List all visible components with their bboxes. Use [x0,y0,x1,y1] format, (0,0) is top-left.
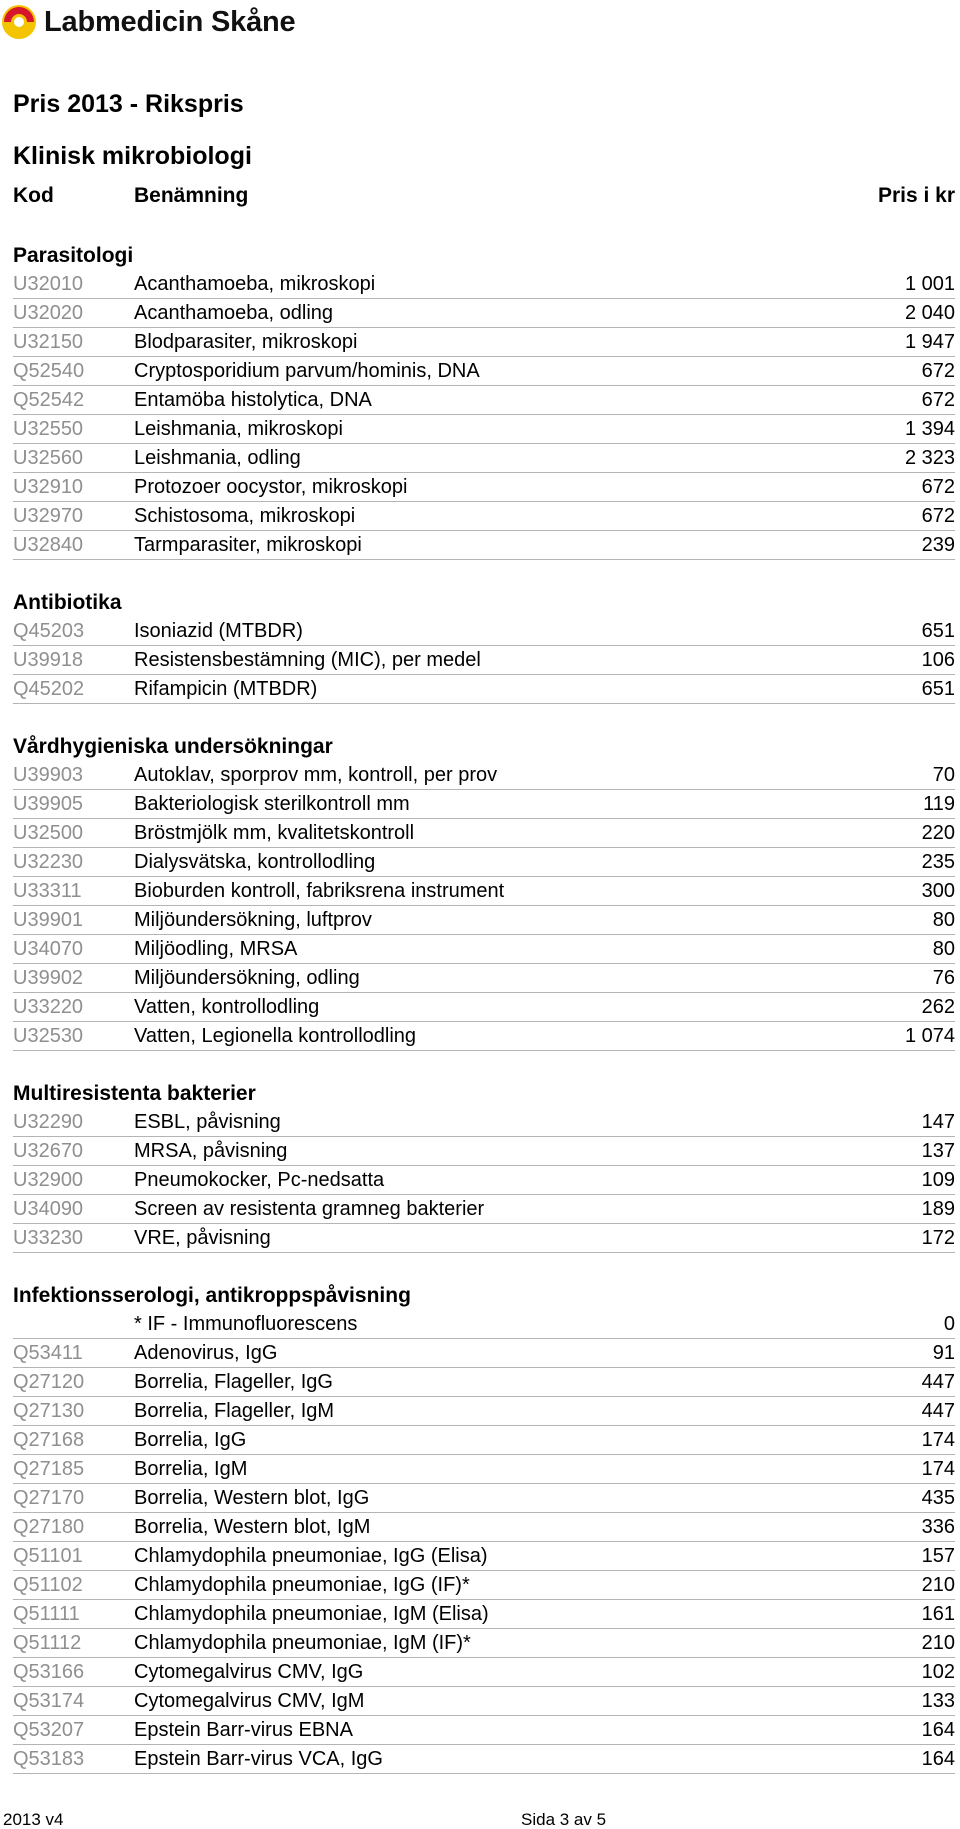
table-row [13,1108,955,1137]
code-cell: Q27130 [13,1400,85,1422]
code-cell: U39902 [13,967,84,989]
code-cell: U33220 [13,996,84,1018]
name-cell: Autoklav, sporprov mm, kontroll, per prov [134,764,498,786]
price-cell: 109 [921,1169,955,1191]
code-cell: U32150 [13,331,84,353]
price-cell: 0 [943,1313,955,1335]
name-cell: Acanthamoeba, mikroskopi [134,273,376,295]
name-cell: Isoniazid (MTBDR) [134,620,303,642]
table-row [13,1368,955,1397]
section-spacer [13,560,955,589]
code-cell: U33311 [13,880,82,902]
code-cell: Q53411 [13,1342,83,1364]
table-row [13,1195,955,1224]
code-cell: Q52542 [13,389,85,411]
section-title: Parasitologi [13,244,134,267]
code-cell: Q27120 [13,1371,85,1393]
price-cell: 1 947 [904,331,955,353]
section-title: Antibiotika [13,591,122,614]
price-cell: 157 [921,1545,955,1567]
code-cell: U32020 [13,302,84,324]
logo-text: Labmedicin Skåne [44,5,296,38]
price-cell: 2 040 [904,302,955,324]
code-cell: Q45202 [13,678,85,700]
table-row [13,790,955,819]
table-row [13,993,955,1022]
page-title: Pris 2013 - Rikspris [13,90,244,118]
price-cell: 1 394 [904,418,955,440]
name-cell: Vatten, kontrollodling [134,996,320,1018]
table-row [13,415,955,444]
name-cell: Miljöundersökning, odling [134,967,360,989]
price-cell: 174 [921,1458,955,1480]
code-cell: U32230 [13,851,84,873]
section-title: Infektionsserologi, antikroppspåvisning [13,1284,411,1307]
price-cell: 137 [921,1140,955,1162]
price-cell: 133 [921,1690,955,1712]
name-cell: Leishmania, odling [134,447,301,469]
code-cell: U32290 [13,1111,84,1133]
name-cell: Pneumokocker, Pc-nedsatta [134,1169,385,1191]
code-cell: U33230 [13,1227,84,1249]
name-cell: * IF - Immunofluorescens [134,1313,358,1335]
code-cell: Q45203 [13,620,85,642]
price-cell: 672 [921,360,955,382]
code-cell: Q27168 [13,1429,85,1451]
name-cell: Chlamydophila pneumoniae, IgM (Elisa) [134,1603,489,1625]
code-cell: Q52540 [13,360,85,382]
price-cell: 235 [921,851,955,873]
code-cell: Q27170 [13,1487,85,1509]
section-title: Multiresistenta bakterier [13,1082,256,1105]
table-row [13,1339,955,1368]
table-row [13,1166,955,1195]
name-cell: Cryptosporidium parvum/hominis, DNA [134,360,480,382]
price-cell: 2 323 [904,447,955,469]
price-cell: 189 [921,1198,955,1220]
code-cell: U32560 [13,447,84,469]
name-cell: MRSA, påvisning [134,1140,288,1162]
name-cell: Schistosoma, mikroskopi [134,505,356,527]
name-cell: Epstein Barr-virus EBNA [134,1719,353,1741]
table-row [13,1745,955,1774]
name-cell: Cytomegalvirus CMV, IgM [134,1690,365,1712]
table-row [13,617,955,646]
table-row [13,761,955,790]
name-cell: ESBL, påvisning [134,1111,281,1133]
code-cell: U39905 [13,793,84,815]
table-row [13,675,955,704]
price-cell: 651 [921,678,955,700]
footer-page-number: Sida 3 av 5 [521,1810,607,1829]
price-cell: 435 [921,1487,955,1509]
code-cell: U34090 [13,1198,84,1220]
code-cell: Q51112 [13,1632,82,1654]
price-cell: 672 [921,389,955,411]
name-cell: Borrelia, Western blot, IgM [134,1516,371,1538]
table-row [13,1629,955,1658]
code-cell: Q53207 [13,1719,85,1741]
name-cell: Protozoer oocystor, mikroskopi [134,476,408,498]
name-cell: Bioburden kontroll, fabriksrena instrument [134,880,505,902]
code-cell: Q53183 [13,1748,85,1770]
code-cell: U32900 [13,1169,84,1191]
name-cell: Borrelia, IgG [134,1429,247,1451]
price-cell: 210 [921,1574,955,1596]
table-row [13,1687,955,1716]
name-cell: Adenovirus, IgG [134,1342,278,1364]
name-cell: Miljöodling, MRSA [134,938,298,960]
code-cell: Q51111 [13,1603,80,1625]
code-cell: U32910 [13,476,84,498]
price-cell: 220 [921,822,955,844]
table-row [13,502,955,531]
table-row [13,1137,955,1166]
price-cell: 161 [921,1603,955,1625]
name-cell: Dialysvätska, kontrollodling [134,851,376,873]
table-row [13,328,955,357]
name-cell: Bakteriologisk sterilkontroll mm [134,793,410,815]
price-cell: 210 [921,1632,955,1654]
price-cell: 70 [932,764,955,786]
name-cell: Borrelia, Flageller, IgM [134,1400,335,1422]
name-cell: Borrelia, Western blot, IgG [134,1487,370,1509]
code-cell: Q27180 [13,1516,85,1538]
code-cell: U32550 [13,418,84,440]
column-header-kod: Kod [13,184,54,207]
table-row [13,646,955,675]
code-cell: U39918 [13,649,84,671]
price-cell: 91 [932,1342,955,1364]
price-cell: 1 074 [904,1025,955,1047]
price-cell: 106 [921,649,955,671]
name-cell: Rifampicin (MTBDR) [134,678,318,700]
column-header-benamning: Benämning [134,184,249,207]
table-row [13,357,955,386]
code-cell: Q53174 [13,1690,85,1712]
price-cell: 164 [921,1719,955,1741]
name-cell: Epstein Barr-virus VCA, IgG [134,1748,383,1770]
name-cell: Vatten, Legionella kontrollodling [134,1025,417,1047]
code-cell: Q53166 [13,1661,85,1683]
name-cell: Resistensbestämning (MIC), per medel [134,649,481,671]
name-cell: Miljöundersökning, luftprov [134,909,372,931]
table-row [13,1397,955,1426]
price-cell: 102 [921,1661,955,1683]
table-row [13,444,955,473]
table-row [13,1022,955,1051]
logo [0,2,295,42]
price-cell: 672 [921,476,955,498]
footer-version: 2013 v4 [3,1810,64,1829]
name-cell: Cytomegalvirus CMV, IgG [134,1661,364,1683]
name-cell: Tarmparasiter, mikroskopi [134,534,362,556]
table-row [13,299,955,328]
name-cell: Leishmania, mikroskopi [134,418,343,440]
table-row [13,531,955,560]
table-row [13,819,955,848]
table-row [13,964,955,993]
name-cell: Chlamydophila pneumoniae, IgG (Elisa) [134,1545,488,1567]
code-cell: U32500 [13,822,84,844]
name-cell: Chlamydophila pneumoniae, IgG (IF)* [134,1574,470,1596]
price-cell: 447 [921,1371,955,1393]
name-cell: Borrelia, Flageller, IgG [134,1371,333,1393]
code-cell: U32670 [13,1140,84,1162]
table-row [13,1600,955,1629]
table-row [13,270,955,299]
name-cell: VRE, påvisning [134,1227,271,1249]
price-cell: 447 [921,1400,955,1422]
price-cell: 172 [921,1227,955,1249]
name-cell: Screen av resistenta gramneg bakterier [134,1198,485,1220]
price-cell: 262 [921,996,955,1018]
footer [3,1810,960,1829]
name-cell: Entamöba histolytica, DNA [134,389,372,411]
code-cell: U32840 [13,534,84,556]
logo-mark-icon [0,3,38,41]
code-cell: Q27185 [13,1458,85,1480]
name-cell: Borrelia, IgM [134,1458,248,1480]
column-header-pris: Pris i kr [877,184,955,207]
table-row [13,1455,955,1484]
code-cell: Q51102 [13,1574,83,1596]
section-spacer [13,1051,955,1080]
table-row [13,877,955,906]
section-title: Vårdhygieniska undersökningar [13,735,333,758]
table-row [13,1224,955,1253]
section-spacer [13,704,955,733]
price-cell: 300 [921,880,955,902]
table-row [13,848,955,877]
table-row [13,386,955,415]
table-row [13,1426,955,1455]
code-cell: U34070 [13,938,84,960]
name-cell: Chlamydophila pneumoniae, IgM (IF)* [134,1632,471,1654]
table-row [13,1484,955,1513]
table-row [13,473,955,502]
table-row [13,906,955,935]
code-cell: U39901 [13,909,84,931]
table-row [13,1513,955,1542]
section-spacer [13,1253,955,1282]
table-row [13,1571,955,1600]
column-header [13,184,955,210]
code-cell: U32970 [13,505,84,527]
name-cell: Acanthamoeba, odling [134,302,334,324]
table-row [13,1542,955,1571]
code-cell: U32010 [13,273,84,295]
name-cell: Bröstmjölk mm, kvalitetskontroll [134,822,415,844]
price-cell: 239 [921,534,955,556]
table-row [13,1658,955,1687]
price-cell: 164 [921,1748,955,1770]
table-row [13,1310,955,1339]
price-cell: 336 [921,1516,955,1538]
price-list [13,242,955,1774]
price-cell: 80 [932,909,955,931]
price-cell: 651 [921,620,955,642]
page-subtitle: Klinisk mikrobiologi [13,142,252,170]
table-row [13,1716,955,1745]
name-cell: Blodparasiter, mikroskopi [134,331,358,353]
price-cell: 80 [932,938,955,960]
price-cell: 119 [923,793,955,815]
table-row [13,935,955,964]
code-cell: U32530 [13,1025,84,1047]
code-cell: U39903 [13,764,84,786]
price-cell: 672 [921,505,955,527]
price-cell: 174 [921,1429,955,1451]
price-cell: 76 [932,967,955,989]
price-cell: 1 001 [904,273,955,295]
price-cell: 147 [921,1111,955,1133]
code-cell: Q51101 [13,1545,83,1567]
